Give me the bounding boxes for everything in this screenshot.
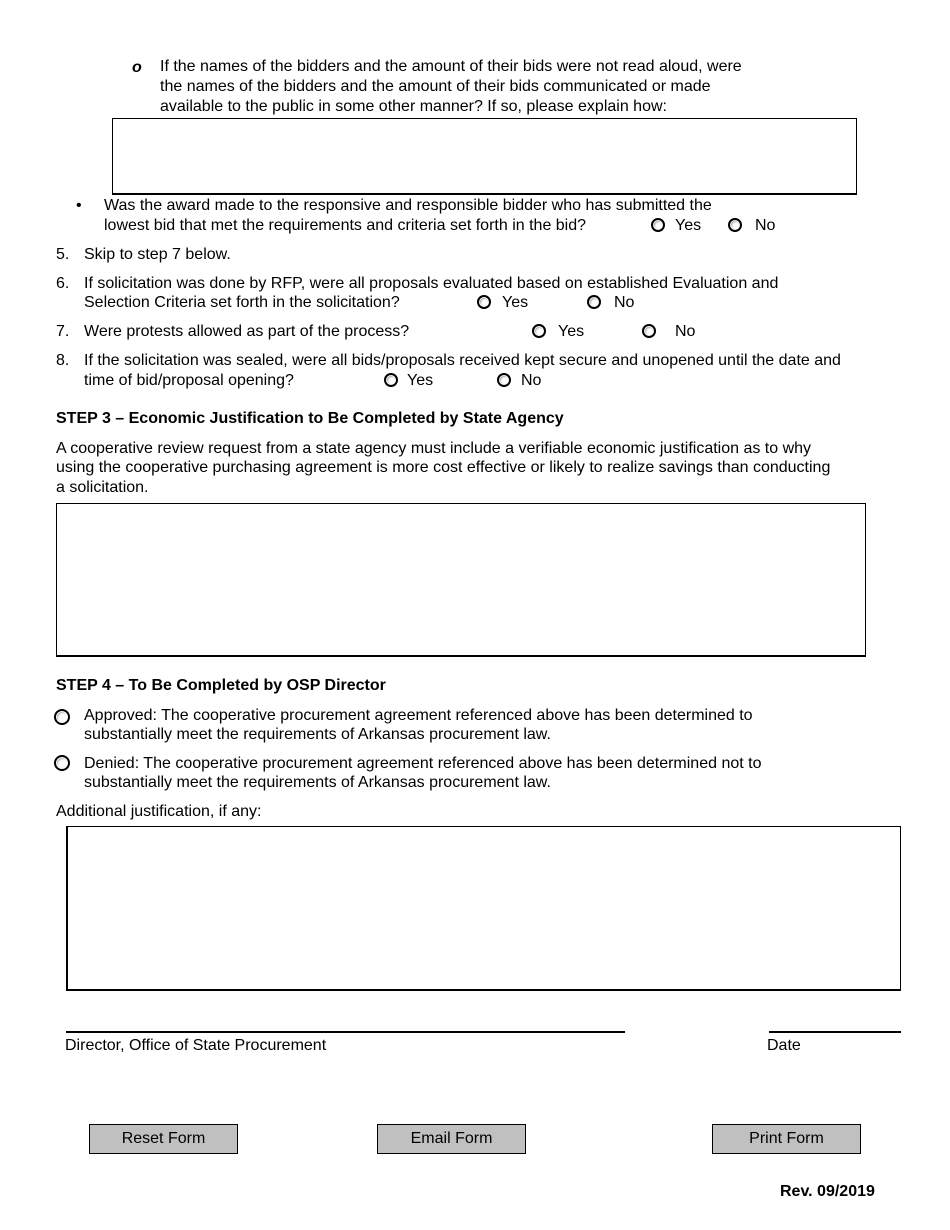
step4-heading: STEP 4 – To Be Completed by OSP Director	[56, 677, 386, 694]
item-text: If the solicitation was sealed, were all bids/proposals received kept secure and unopened until the date and	[84, 352, 841, 369]
protests-yes-label: Yes	[558, 323, 585, 340]
denied-text: Denied: The cooperative procurement agreement referenced above has been determined not to	[84, 755, 762, 772]
question-text: the names of the bidders and the amount of their bids communicated or made	[160, 78, 711, 95]
denied-text: substantially meet the requirements of Arkansas procurement law.	[84, 774, 551, 791]
director-signature-line[interactable]	[66, 1031, 625, 1033]
date-signature-line[interactable]	[769, 1031, 901, 1033]
item-text: time of bid/proposal opening?	[84, 372, 294, 389]
award-no-radio[interactable]	[728, 218, 742, 232]
question-text: lowest bid that met the requirements and criteria set forth in the bid?	[104, 217, 587, 234]
economic-justification-field[interactable]	[56, 503, 866, 657]
reset-form-button[interactable]: Reset Form	[89, 1124, 238, 1154]
approved-radio[interactable]	[54, 709, 70, 725]
bullet-icon: •	[76, 197, 82, 214]
denied-radio[interactable]	[54, 755, 70, 771]
sealed-yes-radio[interactable]	[384, 373, 398, 387]
additional-justification-label: Additional justification, if any:	[56, 803, 262, 820]
rfp-yes-label: Yes	[502, 294, 529, 311]
item-number: 7.	[56, 323, 70, 340]
sealed-no-label: No	[521, 372, 542, 389]
award-yes-label: Yes	[675, 217, 702, 234]
question-text: available to the public in some other manner? If so, please explain how:	[160, 98, 667, 115]
step3-heading: STEP 3 – Economic Justification to Be Completed by State Agency	[56, 410, 564, 427]
approved-text: substantially meet the requirements of Arkansas procurement law.	[84, 726, 551, 743]
item-text: Were protests allowed as part of the process?	[84, 323, 410, 340]
date-label: Date	[767, 1037, 801, 1054]
sealed-no-radio[interactable]	[497, 373, 511, 387]
rfp-no-label: No	[614, 294, 635, 311]
rfp-yes-radio[interactable]	[477, 295, 491, 309]
award-yes-radio[interactable]	[651, 218, 665, 232]
revision-label: Rev. 09/2019	[780, 1183, 875, 1200]
item-number: 5.	[56, 246, 70, 263]
sealed-yes-label: Yes	[407, 372, 434, 389]
director-signature-label: Director, Office of State Procurement	[65, 1037, 327, 1054]
protests-no-radio[interactable]	[642, 324, 656, 338]
question-text: If the names of the bidders and the amount of their bids were not read aloud, were	[160, 58, 742, 75]
item-number: 6.	[56, 275, 70, 292]
item-number: 8.	[56, 352, 70, 369]
item-text: Selection Criteria set forth in the solicitation?	[84, 294, 400, 311]
approved-text: Approved: The cooperative procurement agreement referenced above has been determined to	[84, 707, 753, 724]
step3-text: A cooperative review request from a state agency must include a verifiable economic justification as to why	[56, 440, 812, 457]
explain-how-field[interactable]	[112, 118, 857, 195]
step3-text: using the cooperative purchasing agreement is more cost effective or likely to realize savings than conducting	[56, 459, 831, 476]
print-form-button[interactable]: Print Form	[712, 1124, 861, 1154]
additional-justification-field[interactable]	[66, 826, 901, 991]
email-form-button[interactable]: Email Form	[377, 1124, 526, 1154]
item-text: If solicitation was done by RFP, were all proposals evaluated based on established Evaluation and	[84, 275, 779, 292]
sub-bullet-icon: o	[132, 59, 142, 76]
rfp-no-radio[interactable]	[587, 295, 601, 309]
question-text: Was the award made to the responsive and responsible bidder who has submitted the	[104, 197, 712, 214]
step3-text: a solicitation.	[56, 479, 149, 496]
item-text: Skip to step 7 below.	[84, 246, 231, 263]
protests-no-label: No	[675, 323, 696, 340]
award-no-label: No	[755, 217, 776, 234]
protests-yes-radio[interactable]	[532, 324, 546, 338]
